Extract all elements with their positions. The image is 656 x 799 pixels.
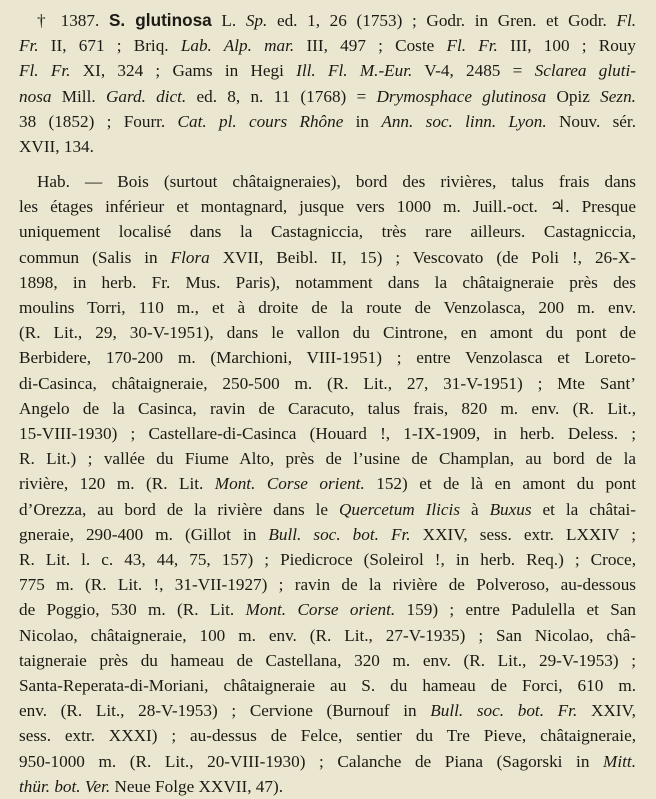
italic-citation: Bull. soc. bot. Fr. [268, 524, 411, 544]
italic-citation: Sclarea gluti- [534, 61, 636, 81]
text-run: in [343, 111, 382, 131]
text-run: 38 (1852) ; Fourr. [19, 111, 178, 131]
habitat-line [19, 471, 636, 496]
habitat-line [19, 345, 636, 370]
habitat-line [19, 673, 636, 698]
text-run: de Poggio, 530 m. (R. Lit. [19, 600, 246, 620]
text-run: Mill. [51, 86, 106, 106]
text-run: env. (R. Lit., 28-V-1953) ; Cervione (Burnouf in [19, 701, 431, 721]
habitat-line [19, 749, 636, 774]
text-run: R. Lit. l. c. 43, 44, 75, 157) ; Piedicroce (Soleirol !, in herb. Req.) ; Croce, [19, 550, 636, 569]
text-run: Hab. — Bois (surtout châtaigneraies), bord des rivières, talus frais dans [37, 172, 636, 191]
habitat-line [19, 698, 636, 723]
italic-citation: Quercetum Ilicis [338, 499, 461, 519]
habitat-line [19, 245, 636, 270]
habitat-line [19, 522, 636, 547]
italic-citation: Mont. Corse orient. [214, 474, 365, 494]
text-run: 15-VIII-1930) ; Castellare-di-Casinca (Houard !, 1-IX-1909, in herb. Deless. ; [19, 424, 636, 443]
text-run: ed. 8, n. 11 (1768) = [186, 86, 377, 106]
text-run: rivière, 120 m. (R. Lit. [19, 474, 215, 494]
italic-citation: Bull. soc. bot. Fr. [430, 701, 578, 721]
italic-citation: Fl. [616, 11, 636, 30]
text-run: L. [211, 11, 246, 30]
text-run: XVII, Beibl. II, 15) ; Vescovato (de Poli !, 26-X- [209, 247, 636, 267]
text-run: et la châtai- [531, 499, 636, 519]
habitat-line [19, 774, 636, 799]
text-run: 950-1000 m. (R. Lit., 20-VIII-1930) ; Calanche de Piana (Sagorski in [19, 751, 604, 771]
text-run: sess. extr. XXXI) ; au-dessus de Felce, sentier du Tre Pieve, châtaigneraie, [19, 726, 636, 746]
italic-citation: Fl. Fr. [446, 36, 498, 56]
italic-citation: Mont. Corse orient. [245, 600, 396, 620]
entry-line [19, 33, 636, 58]
entry-line [19, 134, 636, 159]
habitat-line [19, 219, 636, 244]
habitat-line [19, 396, 636, 421]
text-run: Opiz [546, 86, 601, 106]
italic-citation: Buxus [489, 499, 532, 519]
italic-citation: Cat. pl. cours Rhône [177, 111, 344, 131]
text-run: R. Lit.) ; vallée du Fiume Alto, près de l’usine de Champlan, au bord de la [19, 449, 636, 469]
italic-citation: Ill. Fl. M.-Eur. [296, 61, 413, 81]
text-run: XVII, 134. [19, 137, 94, 156]
text-run: 775 m. (R. Lit. !, 31-VII-1927) ; ravin de la rivière de Polveroso, au-dessous [19, 575, 636, 595]
habitat-line [19, 723, 636, 748]
habitat-line [19, 421, 636, 446]
text-run: Santa-Reperata-di-Moriani, châtaigneraie au S. du hameau de Forci, 610 m. [19, 676, 636, 695]
text-run: 159) ; entre Padulella et San [395, 600, 636, 620]
text-run: XI, 324 ; Gams in Hegi [70, 61, 297, 81]
text-run: 152) et de là en amont du pont [364, 474, 636, 494]
habitat-line [37, 169, 636, 194]
text-run: XXIV, sess. extr. LXXIV ; [410, 524, 636, 544]
text-run: di-Casinca, châtaigneraie, 250-500 m. (R. Lit., 27, 31-V-1951) ; Mte Sant’ [19, 373, 636, 393]
habitat-line [19, 597, 636, 622]
text-run: (R. Lit., 29, 30-V-1951), dans le vallon du Cintrone, en amont du pont de [19, 323, 636, 343]
text-run: Nicolao, châtaigneraie, 100 m. env. (R. Lit., 27-V-1935) ; San Nicolao, châ- [19, 625, 636, 645]
text-run: II, 671 ; Briq. [38, 36, 181, 56]
italic-citation: thür. bot. Ver. [19, 776, 111, 796]
habitat-line [19, 371, 636, 396]
text-run: III, 497 ; Coste [294, 36, 447, 56]
italic-citation: nosa [19, 86, 52, 106]
text-run: d’Orezza, au bord de la rivière dans le [19, 499, 339, 519]
text-run: taigneraie près du hameau de Castellana, 320 m. env. (R. Lit., 29-V-1953) ; [19, 650, 636, 670]
habitat-line [19, 648, 636, 673]
habitat-line [19, 623, 636, 648]
italic-citation: Ann. soc. linn. Lyon. [381, 111, 547, 131]
habitat-line [19, 446, 636, 471]
habitat-line [19, 320, 636, 345]
italic-citation: Gard. dict. [105, 86, 187, 106]
habitat-line [19, 194, 636, 219]
text-run: moulins Torri, 110 m., et à droite de la route de Venzolasca, 200 m. env. [19, 298, 636, 317]
entry-line [19, 58, 636, 83]
italic-citation: Sezn. [600, 86, 636, 106]
text-run: XXIV, [577, 701, 636, 721]
text-run: III, 100 ; Rouy [497, 36, 636, 56]
text-run: Nouv. sér. [546, 111, 636, 131]
text-run: commun (Salis in [19, 247, 171, 267]
text-run: Berbidere, 170-200 m. (Marchioni, VIII-1951) ; entre Venzolasca et Loreto- [19, 348, 636, 368]
text-run: gneraie, 290-400 m. (Gillot in [19, 524, 269, 544]
italic-citation: Mitt. [603, 751, 636, 771]
text-run: † 1387. [37, 11, 109, 30]
text-run: Angelo de la Casinca, ravin de Caracuto, talus frais, 820 m. env. (R. Lit., [19, 398, 636, 418]
text-run: uniquement localisé dans la Castagniccia, très rare ailleurs. Castagniccia, [19, 222, 636, 242]
italic-citation: Flora [170, 247, 210, 267]
habitat-line [19, 270, 636, 295]
italic-citation: Fr. [19, 36, 39, 56]
entry-line [19, 109, 636, 134]
text-run: V-4, 2485 = [412, 61, 535, 81]
habitat-line [19, 547, 636, 572]
text-run: les étages inférieur et montagnard, jusque vers 1000 m. Juill.-oct. ♃. Presque [19, 197, 636, 217]
text-run: Neue Folge XXVII, 47). [110, 776, 283, 796]
text-run: 1898, in herb. Fr. Mus. Paris), notamment dans la châtaigneraie près des [19, 272, 636, 292]
entry-line [37, 8, 636, 33]
italic-citation: Fl. Fr. [19, 61, 71, 81]
habitat-line [19, 572, 636, 597]
habitat-line [19, 295, 636, 320]
text-run: à [460, 499, 490, 519]
species-name: S. glutinosa [108, 10, 212, 30]
entry-line [19, 84, 636, 109]
italic-citation: Sp. [245, 11, 268, 30]
italic-citation: Drymosphace glutinosa [376, 86, 547, 106]
italic-citation: Lab. Alp. mar. [180, 36, 295, 56]
habitat-line [19, 497, 636, 522]
text-run: ed. 1, 26 (1753) ; Godr. in Gren. et Godr. [267, 11, 617, 30]
